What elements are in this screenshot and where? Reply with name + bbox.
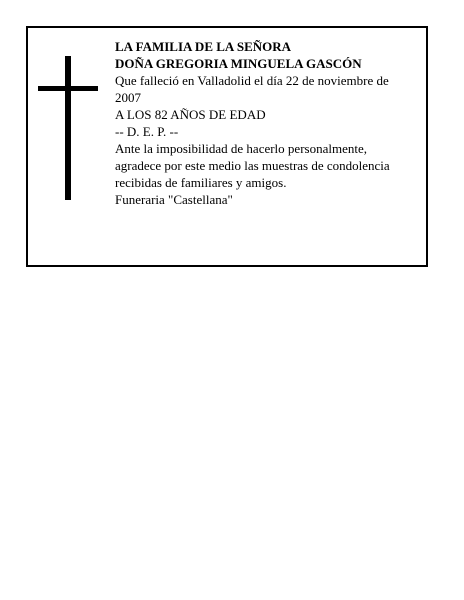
- funeral-home: Funeraria "Castellana": [115, 192, 233, 207]
- thanks-paragraph: Ante la imposibilidad de hacerlo personalmente, agradece por este medio las muestras de condolencia recibidas de familiares y amigos.: [115, 141, 390, 190]
- deceased-name: DOÑA GREGORIA MINGUELA GASCÓN: [115, 56, 362, 71]
- obituary-notice: [26, 26, 428, 267]
- notice-text: [115, 38, 415, 208]
- cross-horizontal-bar: [38, 86, 98, 91]
- cross-vertical-bar: [65, 56, 71, 200]
- cross-icon: [38, 56, 98, 200]
- rip-line: -- D. E. P. --: [115, 124, 179, 139]
- family-heading: LA FAMILIA DE LA SEÑORA: [115, 39, 292, 54]
- death-place-date: Que falleció en Valladolid el día 22 de noviembre de 2007: [115, 73, 389, 105]
- age-line: A LOS 82 AÑOS DE EDAD: [115, 107, 266, 122]
